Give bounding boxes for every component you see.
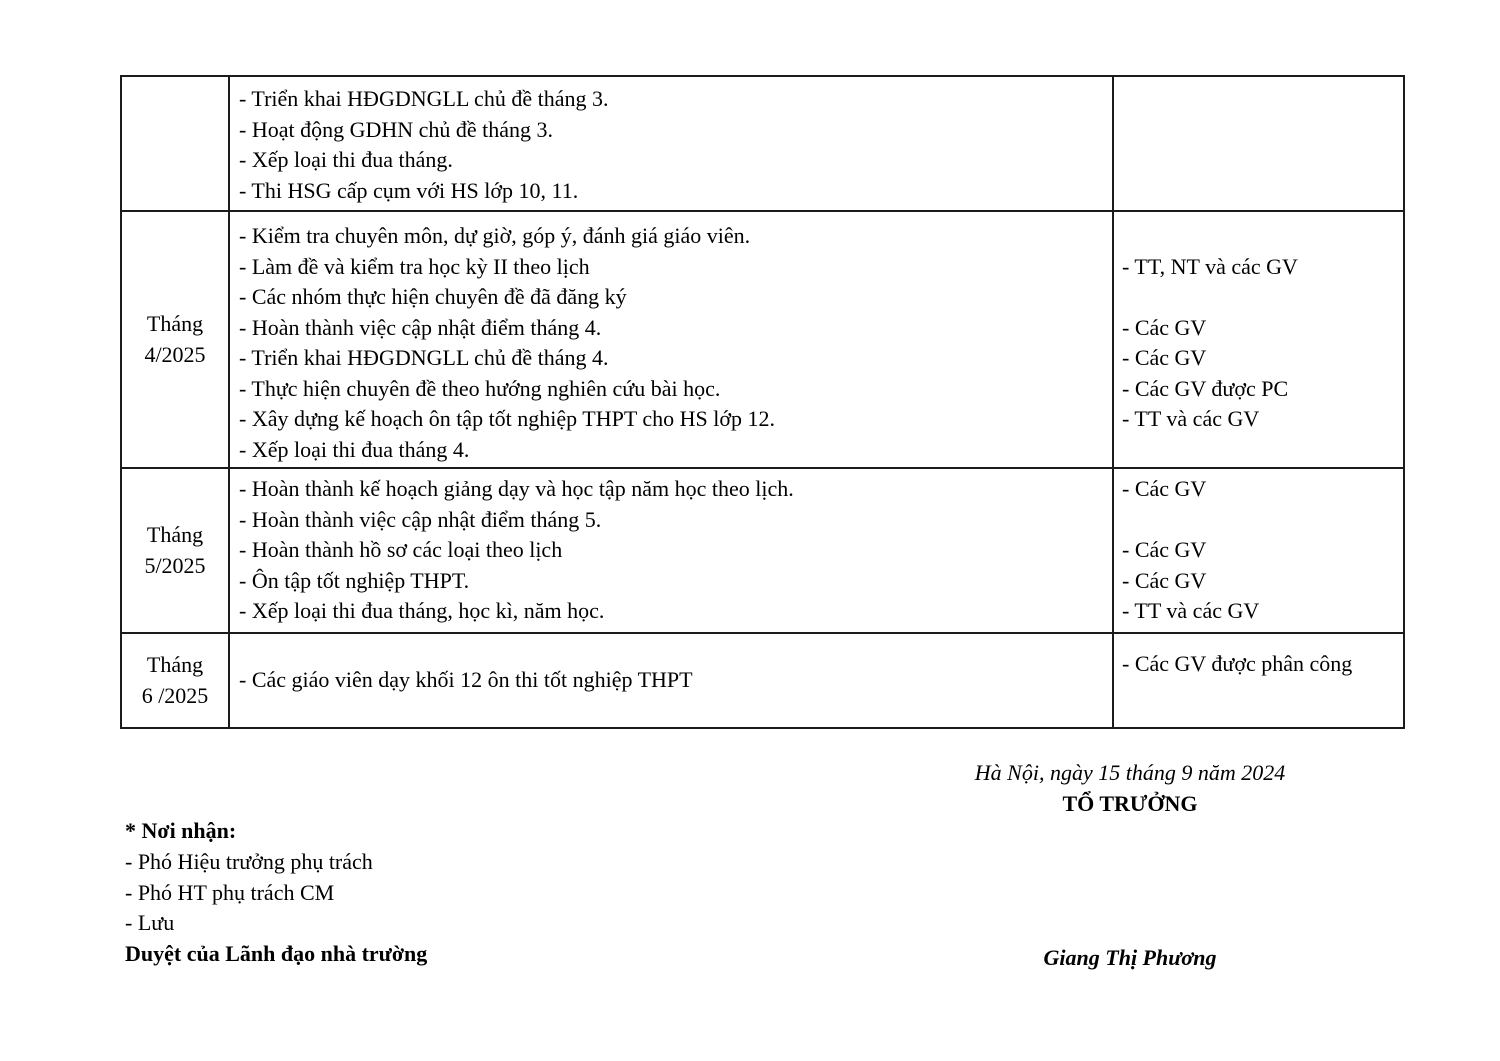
activities-cell (229, 633, 1113, 728)
responsible-line: - Các GV được PC (1122, 375, 1289, 401)
recipient-item: - Phó HT phụ trách CM (125, 879, 335, 905)
table-row (121, 211, 1404, 468)
activities-line: - Thi HSG cấp cụm với HS lớp 10, 11. (239, 177, 579, 203)
table-row (121, 633, 1404, 728)
responsible-line (1122, 282, 1401, 313)
responsible-line (1122, 221, 1401, 252)
activities-line: - Hoàn thành hồ sơ các loại theo lịch (239, 537, 563, 562)
responsible-line: - Các GV (1122, 476, 1207, 501)
activities-line: - Hoàn thành việc cập nhật điểm tháng 4. (239, 314, 602, 340)
responsible-cell (1113, 211, 1404, 468)
approval-line: Duyệt của Lãnh đạo nhà trường (125, 941, 428, 967)
responsible-cell (1113, 633, 1404, 728)
activities-cell (229, 468, 1113, 633)
recipients-block (125, 816, 427, 970)
activities-line: - Các nhóm thực hiện chuyên đề đã đăng ký (239, 284, 627, 309)
month-cell (121, 76, 229, 211)
month-cell (121, 211, 229, 468)
month-cell (121, 468, 229, 633)
activities-cell (229, 211, 1113, 468)
month-line: Tháng (146, 311, 204, 336)
responsible-line (1122, 505, 1401, 536)
responsible-cell (1113, 76, 1404, 211)
responsible-line: - Các GV (1122, 314, 1207, 340)
month-cell (121, 633, 229, 728)
responsible-line: - Các GV được phân công (1122, 651, 1353, 676)
activities-line: - Xếp loại thi đua tháng 4. (239, 436, 470, 462)
activities-line: - Triển khai HĐGDNGLL chủ đề tháng 4. (239, 345, 609, 370)
responsible-line: - TT và các GV (1122, 598, 1260, 623)
activities-line: - Hoạt động GDHN chủ đề tháng 3. (239, 116, 554, 142)
recipient-item: - Lưu (125, 910, 175, 936)
activities-line: - Hoàn thành kế hoạch giảng dạy và học tập năm học theo lịch. (239, 476, 794, 501)
activities-line: - Hoàn thành việc cập nhật điểm tháng 5. (239, 506, 602, 532)
table-row (121, 76, 1404, 211)
activities-line: - Làm đề và kiểm tra học kỳ II theo lịch (239, 253, 590, 279)
recipients-heading: * Nơi nhận: (125, 818, 237, 843)
plan-table-body (121, 76, 1404, 728)
activities-line: - Thực hiện chuyên đề theo hướng nghiên cứu bài học. (239, 375, 721, 401)
signer-title: TỔ TRƯỞNG (1062, 791, 1198, 816)
table-row (121, 468, 1404, 633)
responsible-line: - Các GV (1122, 345, 1207, 370)
month-line: 5/2025 (144, 552, 206, 578)
month-line: Tháng (146, 652, 204, 677)
responsible-line: - Các GV (1122, 537, 1207, 562)
month-line: Tháng (146, 522, 204, 547)
responsible-line: - TT, NT và các GV (1122, 253, 1298, 279)
month-line: 6 /2025 (141, 682, 209, 708)
activities-line: - Kiểm tra chuyên môn, dự giờ, góp ý, đánh giá giáo viên. (239, 223, 751, 248)
activities-line: - Xây dựng kế hoạch ôn tập tốt nghiệp THPT cho HS lớp 12. (239, 406, 776, 431)
activities-cell (229, 76, 1113, 211)
responsible-line: - TT và các GV (1122, 406, 1260, 431)
signature-block (915, 757, 1345, 819)
month-line: 4/2025 (144, 341, 206, 367)
activities-line: - Xếp loại thi đua tháng. (239, 147, 453, 172)
activities-line: - Xếp loại thi đua tháng, học kì, năm học. (239, 598, 605, 623)
activities-line: - Các giáo viên dạy khối 12 ôn thi tốt nghiệp THPT (239, 667, 693, 693)
responsible-line: - Các GV (1122, 567, 1207, 593)
activities-line: - Triển khai HĐGDNGLL chủ đề tháng 3. (239, 86, 609, 111)
place-date-line: Hà Nội, ngày 15 tháng 9 năm 2024 (974, 760, 1286, 785)
responsible-cell (1113, 468, 1404, 633)
recipient-item: - Phó Hiệu trưởng phụ trách (125, 848, 373, 874)
plan-table (120, 75, 1405, 729)
signer-name: Giang Thị Phương (1043, 945, 1217, 970)
activities-line: - Ôn tập tốt nghiệp THPT. (239, 567, 470, 593)
